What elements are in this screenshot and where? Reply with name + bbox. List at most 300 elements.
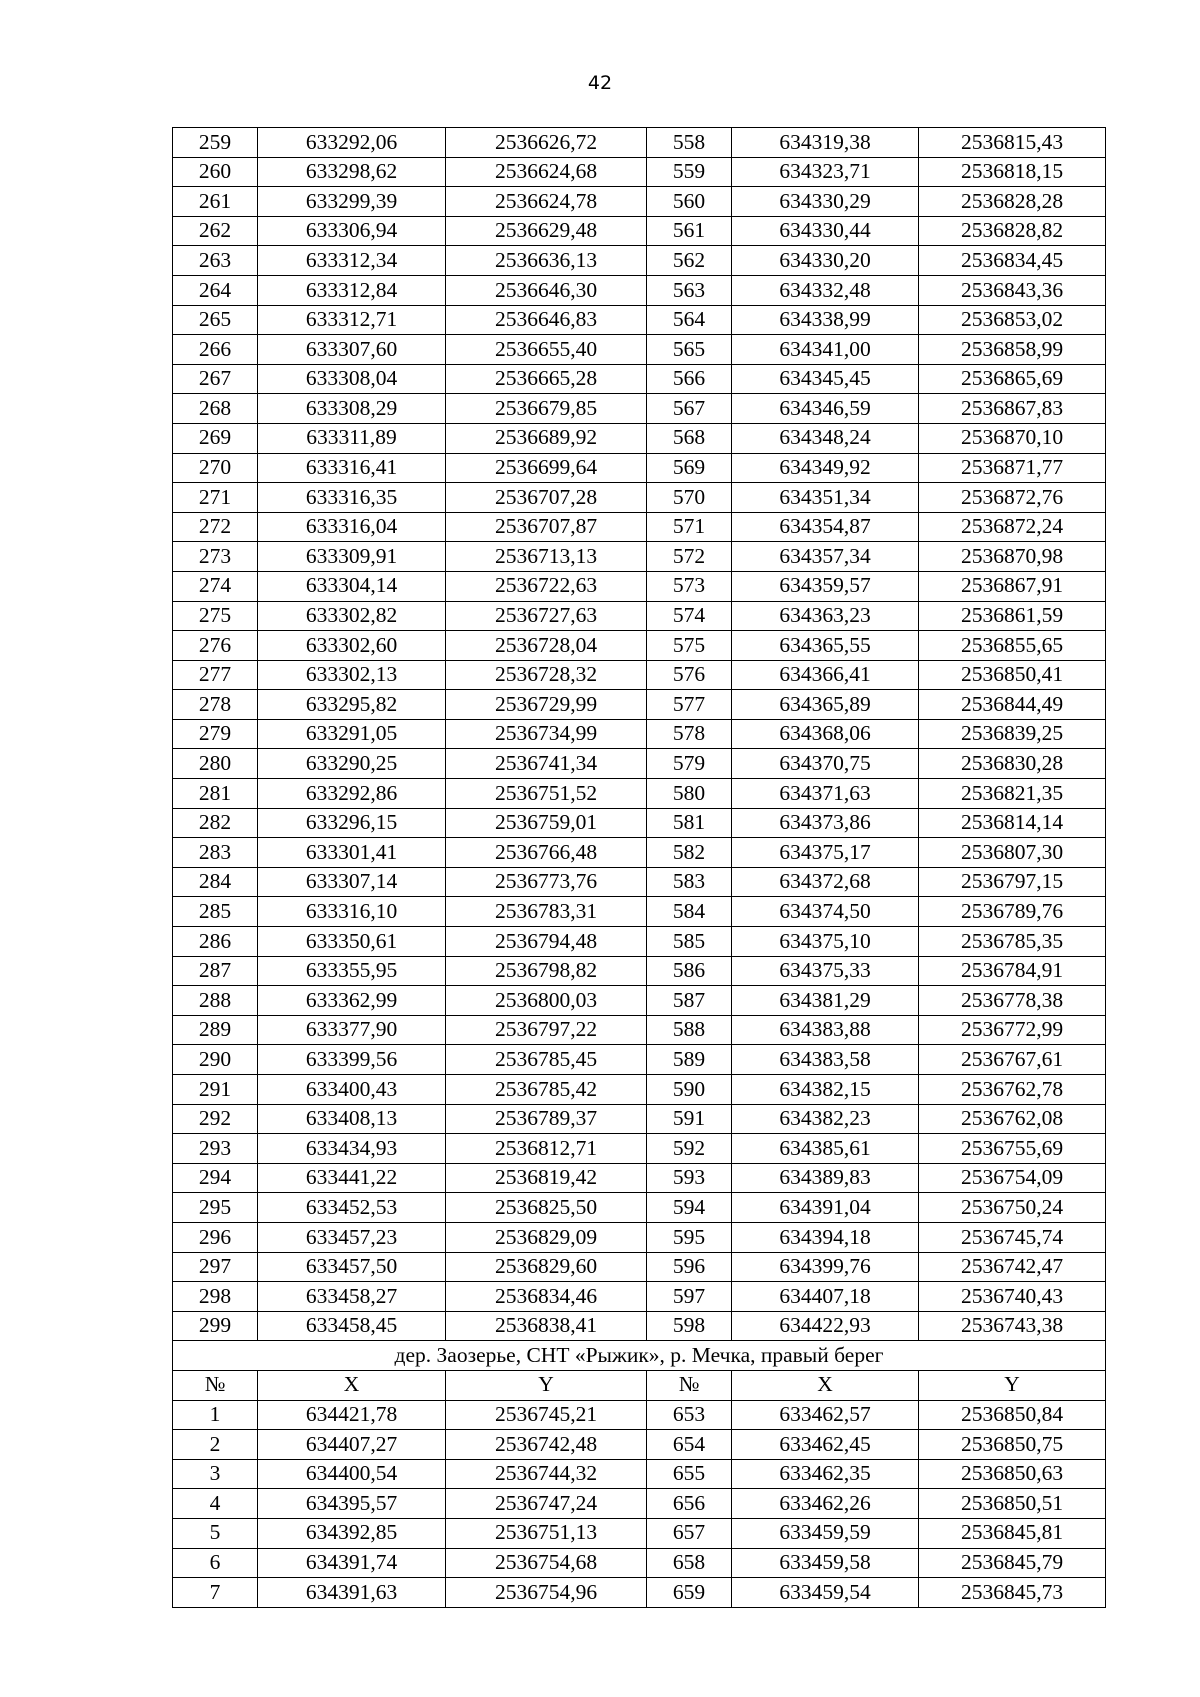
cell-x: 634421,78 xyxy=(258,1400,446,1430)
table-row xyxy=(173,335,1106,365)
cell-y: 2536872,24 xyxy=(919,512,1106,542)
cell-number: 563 xyxy=(647,275,732,305)
cell-y: 2536858,99 xyxy=(919,335,1106,365)
cell-x: 633457,23 xyxy=(258,1222,446,1252)
cell-number: 579 xyxy=(647,749,732,779)
cell-y: 2536728,32 xyxy=(446,660,647,690)
cell-x: 634385,61 xyxy=(732,1134,919,1164)
cell-x: 633316,04 xyxy=(258,512,446,542)
table-row xyxy=(173,779,1106,809)
cell-number: 267 xyxy=(173,364,258,394)
cell-x: 633462,45 xyxy=(732,1430,919,1460)
cell-number: 289 xyxy=(173,1015,258,1045)
cell-y: 2536829,60 xyxy=(446,1252,647,1282)
cell-x: 634330,20 xyxy=(732,246,919,276)
table-row xyxy=(173,512,1106,542)
cell-x: 633462,35 xyxy=(732,1459,919,1489)
header-cell-x: X xyxy=(732,1370,919,1400)
cell-y: 2536828,28 xyxy=(919,187,1106,217)
table-row xyxy=(173,897,1106,927)
cell-y: 2536814,14 xyxy=(919,808,1106,838)
cell-x: 633462,26 xyxy=(732,1489,919,1519)
cell-number: 297 xyxy=(173,1252,258,1282)
cell-y: 2536850,63 xyxy=(919,1459,1106,1489)
cell-number: 6 xyxy=(173,1548,258,1578)
cell-number: 287 xyxy=(173,956,258,986)
table-row xyxy=(173,986,1106,1016)
cell-number: 570 xyxy=(647,483,732,513)
cell-x: 633301,41 xyxy=(258,838,446,868)
cell-x: 634357,34 xyxy=(732,542,919,572)
cell-number: 288 xyxy=(173,986,258,1016)
cell-number: 591 xyxy=(647,1104,732,1134)
cell-y: 2536728,04 xyxy=(446,631,647,661)
cell-number: 586 xyxy=(647,956,732,986)
cell-y: 2536745,74 xyxy=(919,1222,1106,1252)
table-row xyxy=(173,571,1106,601)
cell-y: 2536830,28 xyxy=(919,749,1106,779)
cell-y: 2536766,48 xyxy=(446,838,647,868)
table-row xyxy=(173,1459,1106,1489)
cell-y: 2536855,65 xyxy=(919,631,1106,661)
cell-y: 2536646,83 xyxy=(446,305,647,335)
cell-x: 633296,15 xyxy=(258,808,446,838)
cell-y: 2536767,61 xyxy=(919,1045,1106,1075)
table-row xyxy=(173,956,1106,986)
cell-y: 2536707,28 xyxy=(446,483,647,513)
cell-number: 269 xyxy=(173,423,258,453)
cell-number: 263 xyxy=(173,246,258,276)
cell-number: 597 xyxy=(647,1282,732,1312)
cell-number: 271 xyxy=(173,483,258,513)
cell-number: 573 xyxy=(647,571,732,601)
cell-number: 285 xyxy=(173,897,258,927)
cell-number: 299 xyxy=(173,1311,258,1341)
cell-y: 2536624,68 xyxy=(446,157,647,187)
table-row xyxy=(173,1518,1106,1548)
cell-x: 634370,75 xyxy=(732,749,919,779)
cell-number: 558 xyxy=(647,128,732,158)
cell-y: 2536807,30 xyxy=(919,838,1106,868)
cell-y: 2536783,31 xyxy=(446,897,647,927)
page-number: 42 xyxy=(587,72,613,94)
cell-x: 634394,18 xyxy=(732,1222,919,1252)
cell-x: 634407,18 xyxy=(732,1282,919,1312)
cell-number: 655 xyxy=(647,1459,732,1489)
cell-x: 633308,29 xyxy=(258,394,446,424)
cell-y: 2536754,96 xyxy=(446,1578,647,1608)
table-row xyxy=(173,1015,1106,1045)
cell-x: 633307,14 xyxy=(258,867,446,897)
cell-x: 633292,86 xyxy=(258,779,446,809)
cell-x: 633292,06 xyxy=(258,128,446,158)
cell-number: 583 xyxy=(647,867,732,897)
cell-y: 2536843,36 xyxy=(919,275,1106,305)
cell-y: 2536755,69 xyxy=(919,1134,1106,1164)
cell-x: 633309,91 xyxy=(258,542,446,572)
cell-number: 295 xyxy=(173,1193,258,1223)
cell-x: 633458,27 xyxy=(258,1282,446,1312)
cell-x: 634323,71 xyxy=(732,157,919,187)
cell-y: 2536713,13 xyxy=(446,542,647,572)
cell-y: 2536742,48 xyxy=(446,1430,647,1460)
cell-x: 634366,41 xyxy=(732,660,919,690)
table-row xyxy=(173,1548,1106,1578)
table-body-section xyxy=(173,1400,1106,1607)
cell-number: 559 xyxy=(647,157,732,187)
cell-y: 2536743,38 xyxy=(919,1311,1106,1341)
cell-number: 594 xyxy=(647,1193,732,1223)
cell-x: 634349,92 xyxy=(732,453,919,483)
cell-y: 2536853,02 xyxy=(919,305,1106,335)
cell-x: 633457,50 xyxy=(258,1252,446,1282)
cell-y: 2536729,99 xyxy=(446,690,647,720)
cell-y: 2536834,46 xyxy=(446,1282,647,1312)
cell-x: 634391,04 xyxy=(732,1193,919,1223)
cell-x: 633308,04 xyxy=(258,364,446,394)
cell-x: 633312,34 xyxy=(258,246,446,276)
table-row xyxy=(173,1045,1106,1075)
table-row xyxy=(173,128,1106,158)
cell-y: 2536629,48 xyxy=(446,216,647,246)
cell-y: 2536839,25 xyxy=(919,719,1106,749)
cell-y: 2536850,84 xyxy=(919,1400,1106,1430)
cell-x: 634348,24 xyxy=(732,423,919,453)
cell-x: 634365,89 xyxy=(732,690,919,720)
table-row xyxy=(173,216,1106,246)
cell-number: 260 xyxy=(173,157,258,187)
cell-y: 2536754,09 xyxy=(919,1163,1106,1193)
table-row xyxy=(173,275,1106,305)
table-row xyxy=(173,157,1106,187)
cell-x: 633459,59 xyxy=(732,1518,919,1548)
cell-y: 2536740,43 xyxy=(919,1282,1106,1312)
cell-number: 566 xyxy=(647,364,732,394)
table-row xyxy=(173,719,1106,749)
cell-y: 2536751,52 xyxy=(446,779,647,809)
cell-y: 2536785,42 xyxy=(446,1075,647,1105)
table-row xyxy=(173,453,1106,483)
cell-y: 2536834,45 xyxy=(919,246,1106,276)
cell-y: 2536745,21 xyxy=(446,1400,647,1430)
cell-number: 564 xyxy=(647,305,732,335)
cell-x: 633298,62 xyxy=(258,157,446,187)
coordinates-table xyxy=(172,127,1106,1608)
header-cell-y: Y xyxy=(919,1370,1106,1400)
cell-number: 596 xyxy=(647,1252,732,1282)
cell-x: 633302,13 xyxy=(258,660,446,690)
cell-number: 294 xyxy=(173,1163,258,1193)
table-row xyxy=(173,1489,1106,1519)
cell-y: 2536845,79 xyxy=(919,1548,1106,1578)
cell-y: 2536872,76 xyxy=(919,483,1106,513)
cell-y: 2536867,83 xyxy=(919,394,1106,424)
cell-number: 262 xyxy=(173,216,258,246)
cell-x: 634330,44 xyxy=(732,216,919,246)
cell-y: 2536646,30 xyxy=(446,275,647,305)
cell-y: 2536785,45 xyxy=(446,1045,647,1075)
cell-y: 2536778,38 xyxy=(919,986,1106,1016)
cell-x: 634338,99 xyxy=(732,305,919,335)
cell-number: 273 xyxy=(173,542,258,572)
cell-y: 2536794,48 xyxy=(446,927,647,957)
table-row xyxy=(173,1163,1106,1193)
cell-number: 277 xyxy=(173,660,258,690)
cell-y: 2536829,09 xyxy=(446,1222,647,1252)
cell-x: 634381,29 xyxy=(732,986,919,1016)
table-row xyxy=(173,601,1106,631)
section-block xyxy=(173,1341,1106,1400)
cell-x: 634351,34 xyxy=(732,483,919,513)
cell-number: 580 xyxy=(647,779,732,809)
cell-number: 585 xyxy=(647,927,732,957)
cell-x: 633459,58 xyxy=(732,1548,919,1578)
table-body-continued xyxy=(173,128,1106,1341)
cell-y: 2536762,08 xyxy=(919,1104,1106,1134)
cell-number: 266 xyxy=(173,335,258,365)
cell-x: 634382,15 xyxy=(732,1075,919,1105)
cell-y: 2536785,35 xyxy=(919,927,1106,957)
cell-number: 654 xyxy=(647,1430,732,1460)
cell-number: 2 xyxy=(173,1430,258,1460)
cell-number: 659 xyxy=(647,1578,732,1608)
cell-y: 2536747,24 xyxy=(446,1489,647,1519)
cell-number: 265 xyxy=(173,305,258,335)
cell-x: 634359,57 xyxy=(732,571,919,601)
cell-y: 2536850,75 xyxy=(919,1430,1106,1460)
cell-number: 284 xyxy=(173,867,258,897)
cell-number: 282 xyxy=(173,808,258,838)
cell-number: 590 xyxy=(647,1075,732,1105)
cell-y: 2536850,51 xyxy=(919,1489,1106,1519)
cell-x: 634341,00 xyxy=(732,335,919,365)
cell-x: 633458,45 xyxy=(258,1311,446,1341)
cell-y: 2536665,28 xyxy=(446,364,647,394)
cell-y: 2536679,85 xyxy=(446,394,647,424)
cell-number: 278 xyxy=(173,690,258,720)
table-row xyxy=(173,364,1106,394)
cell-x: 634375,17 xyxy=(732,838,919,868)
cell-x: 633316,10 xyxy=(258,897,446,927)
cell-x: 633459,54 xyxy=(732,1578,919,1608)
cell-number: 569 xyxy=(647,453,732,483)
cell-x: 633311,89 xyxy=(258,423,446,453)
table-row xyxy=(173,808,1106,838)
cell-number: 584 xyxy=(647,897,732,927)
cell-number: 592 xyxy=(647,1134,732,1164)
cell-number: 5 xyxy=(173,1518,258,1548)
table-row xyxy=(173,542,1106,572)
cell-y: 2536828,82 xyxy=(919,216,1106,246)
cell-x: 634346,59 xyxy=(732,394,919,424)
cell-number: 581 xyxy=(647,808,732,838)
cell-number: 261 xyxy=(173,187,258,217)
cell-x: 634319,38 xyxy=(732,128,919,158)
cell-number: 657 xyxy=(647,1518,732,1548)
cell-y: 2536865,69 xyxy=(919,364,1106,394)
cell-x: 634372,68 xyxy=(732,867,919,897)
table-row xyxy=(173,1193,1106,1223)
cell-x: 634383,58 xyxy=(732,1045,919,1075)
cell-x: 634400,54 xyxy=(258,1459,446,1489)
cell-x: 633362,99 xyxy=(258,986,446,1016)
table-row xyxy=(173,1104,1106,1134)
cell-number: 292 xyxy=(173,1104,258,1134)
cell-x: 634375,33 xyxy=(732,956,919,986)
cell-x: 633290,25 xyxy=(258,749,446,779)
cell-x: 634391,74 xyxy=(258,1548,446,1578)
table-row xyxy=(173,1282,1106,1312)
cell-y: 2536772,99 xyxy=(919,1015,1106,1045)
cell-y: 2536825,50 xyxy=(446,1193,647,1223)
table-row xyxy=(173,1134,1106,1164)
cell-x: 634392,85 xyxy=(258,1518,446,1548)
header-cell-number: № xyxy=(173,1370,258,1400)
cell-x: 634371,63 xyxy=(732,779,919,809)
cell-y: 2536850,41 xyxy=(919,660,1106,690)
cell-number: 279 xyxy=(173,719,258,749)
cell-x: 633441,22 xyxy=(258,1163,446,1193)
cell-number: 276 xyxy=(173,631,258,661)
cell-x: 633434,93 xyxy=(258,1134,446,1164)
cell-number: 593 xyxy=(647,1163,732,1193)
cell-x: 633307,60 xyxy=(258,335,446,365)
cell-number: 658 xyxy=(647,1548,732,1578)
cell-y: 2536655,40 xyxy=(446,335,647,365)
cell-y: 2536844,49 xyxy=(919,690,1106,720)
table-row xyxy=(173,1578,1106,1608)
cell-number: 578 xyxy=(647,719,732,749)
cell-number: 275 xyxy=(173,601,258,631)
table-row xyxy=(173,246,1106,276)
cell-number: 560 xyxy=(647,187,732,217)
cell-y: 2536870,10 xyxy=(919,423,1106,453)
table-row xyxy=(173,838,1106,868)
cell-x: 633400,43 xyxy=(258,1075,446,1105)
cell-y: 2536722,63 xyxy=(446,571,647,601)
cell-x: 634407,27 xyxy=(258,1430,446,1460)
table-row xyxy=(173,1400,1106,1430)
cell-x: 633291,05 xyxy=(258,719,446,749)
cell-x: 633355,95 xyxy=(258,956,446,986)
cell-number: 281 xyxy=(173,779,258,809)
cell-x: 634399,76 xyxy=(732,1252,919,1282)
cell-x: 633295,82 xyxy=(258,690,446,720)
cell-x: 634332,48 xyxy=(732,275,919,305)
cell-number: 296 xyxy=(173,1222,258,1252)
section-title: дер. Заозерье, СНТ «Рыжик», р. Мечка, правый берег xyxy=(173,1341,1106,1371)
cell-y: 2536636,13 xyxy=(446,246,647,276)
cell-x: 633408,13 xyxy=(258,1104,446,1134)
table-row xyxy=(173,1075,1106,1105)
cell-x: 634373,86 xyxy=(732,808,919,838)
cell-x: 633399,56 xyxy=(258,1045,446,1075)
cell-y: 2536624,78 xyxy=(446,187,647,217)
cell-x: 633306,94 xyxy=(258,216,446,246)
cell-number: 568 xyxy=(647,423,732,453)
cell-y: 2536871,77 xyxy=(919,453,1106,483)
cell-number: 656 xyxy=(647,1489,732,1519)
cell-number: 291 xyxy=(173,1075,258,1105)
cell-y: 2536812,71 xyxy=(446,1134,647,1164)
cell-x: 634363,23 xyxy=(732,601,919,631)
cell-number: 653 xyxy=(647,1400,732,1430)
cell-y: 2536797,15 xyxy=(919,867,1106,897)
cell-number: 589 xyxy=(647,1045,732,1075)
cell-x: 633299,39 xyxy=(258,187,446,217)
cell-y: 2536821,35 xyxy=(919,779,1106,809)
header-cell-number: № xyxy=(647,1370,732,1400)
cell-number: 588 xyxy=(647,1015,732,1045)
table-row xyxy=(173,187,1106,217)
cell-x: 634354,87 xyxy=(732,512,919,542)
cell-x: 633304,14 xyxy=(258,571,446,601)
cell-y: 2536798,82 xyxy=(446,956,647,986)
table-row xyxy=(173,927,1106,957)
cell-y: 2536759,01 xyxy=(446,808,647,838)
cell-x: 634382,23 xyxy=(732,1104,919,1134)
cell-y: 2536742,47 xyxy=(919,1252,1106,1282)
cell-x: 634422,93 xyxy=(732,1311,919,1341)
cell-y: 2536754,68 xyxy=(446,1548,647,1578)
cell-x: 633350,61 xyxy=(258,927,446,957)
cell-x: 633452,53 xyxy=(258,1193,446,1223)
cell-number: 587 xyxy=(647,986,732,1016)
table-row xyxy=(173,483,1106,513)
table-row xyxy=(173,660,1106,690)
table-row xyxy=(173,305,1106,335)
cell-x: 633312,84 xyxy=(258,275,446,305)
cell-number: 298 xyxy=(173,1282,258,1312)
cell-y: 2536789,37 xyxy=(446,1104,647,1134)
cell-y: 2536727,63 xyxy=(446,601,647,631)
cell-y: 2536741,34 xyxy=(446,749,647,779)
table-row xyxy=(173,690,1106,720)
cell-x: 634375,10 xyxy=(732,927,919,957)
cell-x: 634330,29 xyxy=(732,187,919,217)
cell-x: 633377,90 xyxy=(258,1015,446,1045)
table-row xyxy=(173,631,1106,661)
cell-y: 2536797,22 xyxy=(446,1015,647,1045)
cell-y: 2536784,91 xyxy=(919,956,1106,986)
cell-number: 7 xyxy=(173,1578,258,1608)
table-row xyxy=(173,1222,1106,1252)
cell-y: 2536845,81 xyxy=(919,1518,1106,1548)
cell-y: 2536861,59 xyxy=(919,601,1106,631)
header-row xyxy=(173,1370,1106,1400)
table-row xyxy=(173,423,1106,453)
cell-number: 293 xyxy=(173,1134,258,1164)
header-cell-x: X xyxy=(258,1370,446,1400)
cell-number: 567 xyxy=(647,394,732,424)
cell-y: 2536773,76 xyxy=(446,867,647,897)
cell-number: 286 xyxy=(173,927,258,957)
cell-x: 634345,45 xyxy=(732,364,919,394)
cell-y: 2536744,32 xyxy=(446,1459,647,1489)
cell-x: 633316,41 xyxy=(258,453,446,483)
cell-number: 595 xyxy=(647,1222,732,1252)
cell-number: 576 xyxy=(647,660,732,690)
cell-x: 634389,83 xyxy=(732,1163,919,1193)
cell-y: 2536800,03 xyxy=(446,986,647,1016)
cell-number: 571 xyxy=(647,512,732,542)
header-cell-y: Y xyxy=(446,1370,647,1400)
cell-number: 283 xyxy=(173,838,258,868)
cell-number: 598 xyxy=(647,1311,732,1341)
table-row xyxy=(173,1252,1106,1282)
cell-y: 2536689,92 xyxy=(446,423,647,453)
cell-y: 2536734,99 xyxy=(446,719,647,749)
